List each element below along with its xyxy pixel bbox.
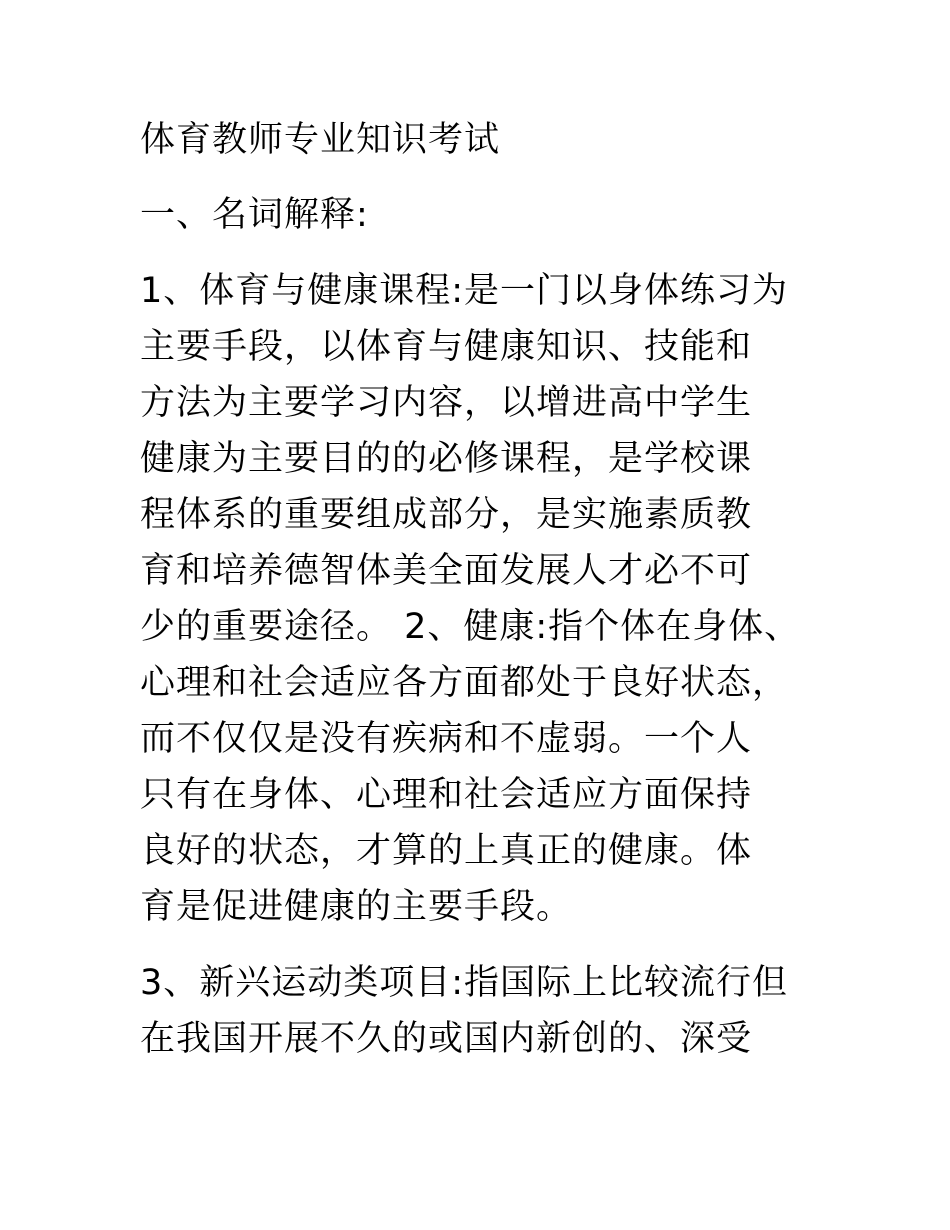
paragraph-line: 育是促进健康的主要手段。 (140, 887, 573, 927)
document-title (140, 112, 820, 168)
paragraph-line: 只有在身体、心理和社会适应方面保持 (140, 775, 753, 815)
paragraph-line: 程体系的重要组成部分，是实施素质教 (140, 495, 753, 535)
title-text: 体育教师专业知识考试 (140, 120, 501, 160)
paragraph-line: 1、体育与健康课程:是一门以身体练习为 (140, 271, 789, 311)
paragraph-line: 心理和社会适应各方面都处于良好状态， (140, 663, 789, 703)
paragraph-definitions-1-2 (140, 263, 820, 935)
paragraph-line: 方法为主要学习内容，以增进高中学生 (140, 383, 753, 423)
paragraph-line: 育和培养德智体美全面发展人才必不可 (140, 551, 753, 591)
paragraph-definition-3 (140, 955, 820, 1067)
paragraph-line: 主要手段，以体育与健康知识、技能和 (140, 327, 753, 367)
paragraph-line: 在我国开展不久的或国内新创的、深受 (140, 1019, 753, 1059)
paragraph-line: 少的重要途径。 2、健康:指个体在身体、 (140, 607, 801, 647)
paragraph-line: 健康为主要目的的必修课程，是学校课 (140, 439, 753, 479)
paragraph-line: 良好的状态，才算的上真正的健康。体 (140, 831, 753, 871)
paragraph-line: 3、新兴运动类项目:指国际上比较流行但 (140, 963, 789, 1003)
section-heading (140, 187, 820, 243)
paragraph-line: 而不仅仅是没有疾病和不虚弱。一个人 (140, 719, 753, 759)
section-heading-text: 一、名词解释: (140, 195, 369, 235)
